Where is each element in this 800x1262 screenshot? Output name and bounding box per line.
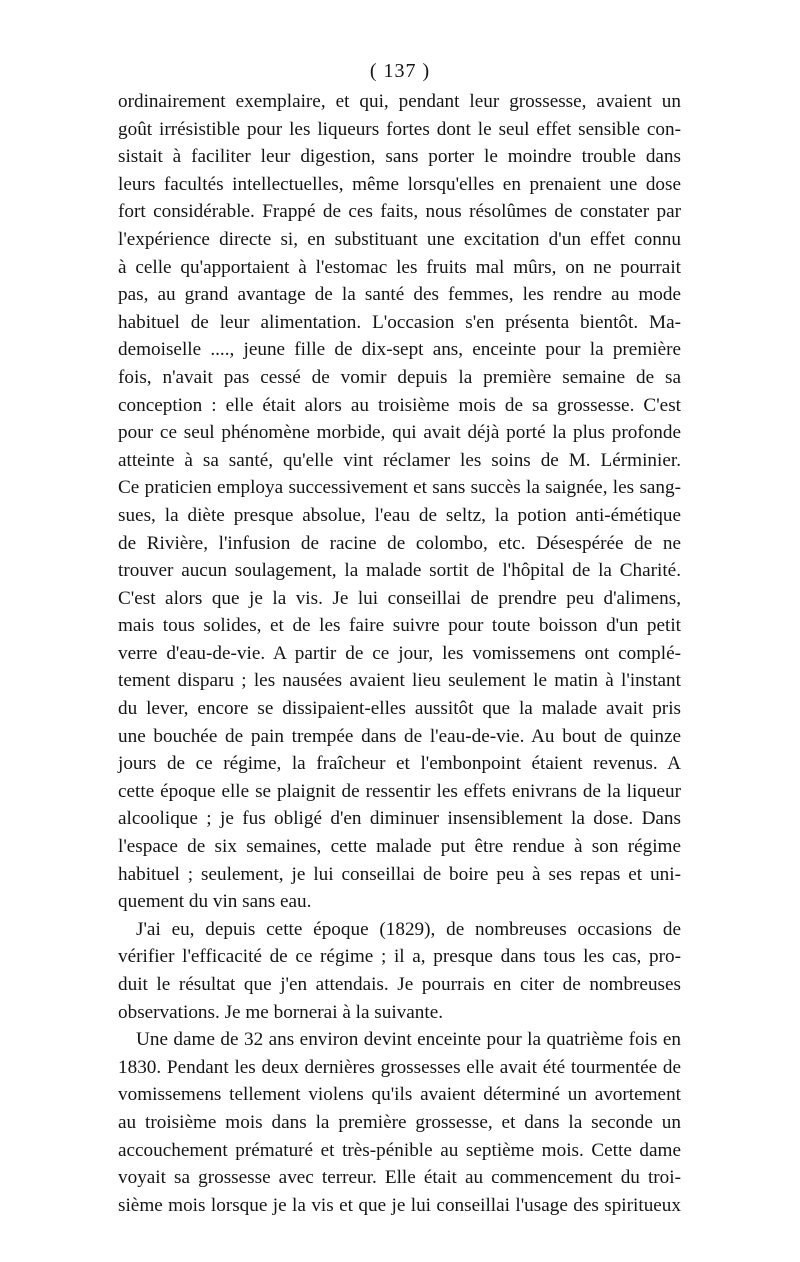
text-line: mais tous solides, et de les faire suivre pour toute boisson d'un petit xyxy=(118,615,681,637)
text-line: sistait à faciliter leur digestion, sans porter le moindre trouble dans xyxy=(118,146,681,168)
text-line: pour ce seul phénomène morbide, qui avait déjà porté la plus profonde xyxy=(118,422,681,444)
text-line: cette époque elle se plaignit de ressentir les effets enivrans de la liqueur xyxy=(118,780,681,802)
text-line: du lever, encore se dissipaient-elles aussitôt que la malade avait pris xyxy=(118,698,681,720)
paragraph xyxy=(118,88,681,916)
paragraph xyxy=(118,916,681,1026)
text-line: C'est alors que je la vis. Je lui conseillai de prendre peu d'alimens, xyxy=(118,587,681,609)
text-line: pas, au grand avantage de la santé des femmes, les rendre au mode xyxy=(118,284,681,306)
text-line: goût irrésistible pour les liqueurs fortes dont le seul effet sensible con- xyxy=(118,118,681,140)
text-line: trouver aucun soulagement, la malade sortit de l'hôpital de la Charité. xyxy=(118,560,681,582)
text-line: 1830. Pendant les deux dernières grossesses elle avait été tourmentée de xyxy=(118,1056,681,1078)
text-line: atteinte à sa santé, qu'elle vint réclamer les soins de M. Lérminier. xyxy=(118,449,681,471)
text-line: fort considérable. Frappé de ces faits, nous résolûmes de constater par xyxy=(118,201,681,223)
text-line: quement du vin sans eau. xyxy=(118,891,312,913)
text-line: observations. Je me bornerai à la suivante. xyxy=(118,1001,444,1023)
text-line: ordinairement exemplaire, et qui, pendant leur grossesse, avaient un xyxy=(118,91,681,112)
text-line: vomissemens tellement violens qu'ils avaient déterminé un avortement xyxy=(118,1084,681,1106)
text-line: habituel de leur alimentation. L'occasion s'en présenta bientôt. Ma- xyxy=(118,311,681,333)
paragraph xyxy=(118,1026,681,1219)
text-line: Une dame de 32 ans environ devint enceinte pour la quatrième fois en xyxy=(136,1029,681,1051)
text-line: verre d'eau-de-vie. A partir de ce jour, les vomissemens ont complé- xyxy=(118,642,681,664)
text-line: de Rivière, l'infusion de racine de colombo, etc. Désespérée de ne xyxy=(118,532,681,554)
text-line: jours de ce régime, la fraîcheur et l'embonpoint étaient revenus. A xyxy=(118,753,681,775)
text-line: voyait sa grossesse avec terreur. Elle était au commencement du troi- xyxy=(118,1167,681,1189)
text-line: fois, n'avait pas cessé de vomir depuis la première semaine de sa xyxy=(118,366,681,388)
text-line: à celle qu'apportaient à l'estomac les fruits mal mûrs, on ne pourrait xyxy=(118,256,681,278)
text-line: J'ai eu, depuis cette époque (1829), de nombreuses occasions de xyxy=(136,918,681,940)
text-line: alcoolique ; je fus obligé d'en diminuer insensiblement la dose. Dans xyxy=(118,808,681,830)
text-line: conception : elle était alors au troisième mois de sa grossesse. C'est xyxy=(118,394,681,416)
text-line: leurs facultés intellectuelles, même lorsqu'elles en prenaient une dose xyxy=(118,173,681,195)
text-line: demoiselle ...., jeune fille de dix-sept ans, enceinte pour la première xyxy=(118,339,681,361)
text-line: sues, la diète presque absolue, l'eau de seltz, la potion anti-émétique xyxy=(118,504,681,526)
body-text xyxy=(118,88,681,1219)
text-line: Ce praticien employa successivement et sans succès la saignée, les sang- xyxy=(118,477,681,499)
text-line: l'expérience directe si, en substituant une excitation d'un effet connu xyxy=(118,228,681,250)
text-line: accouchement prématuré et très-pénible au septième mois. Cette dame xyxy=(118,1139,681,1161)
text-line: au troisième mois dans la première grossesse, et dans la seconde un xyxy=(118,1111,681,1133)
text-line: duit le résultat que j'en attendais. Je pourrais en citer de nombreuses xyxy=(118,974,681,995)
text-line: tement disparu ; les nausées avaient lieu seulement le matin à l'instant xyxy=(118,670,681,692)
text-line: une bouchée de pain trempée dans de l'eau-de-vie. Au bout de quinze xyxy=(118,725,681,747)
text-line: sième mois lorsque je la vis et que je lui conseillai l'usage des spiritueux xyxy=(118,1194,681,1216)
page-number: ( 137 ) xyxy=(369,60,431,82)
text-line: habituel ; seulement, je lui conseillai de boire peu à ses repas et uni- xyxy=(118,863,681,885)
text-line: vérifier l'efficacité de ce régime ; il a, presque dans tous les cas, pro- xyxy=(118,946,681,968)
text-line: l'espace de six semaines, cette malade put être rendue à son régime xyxy=(118,836,681,858)
